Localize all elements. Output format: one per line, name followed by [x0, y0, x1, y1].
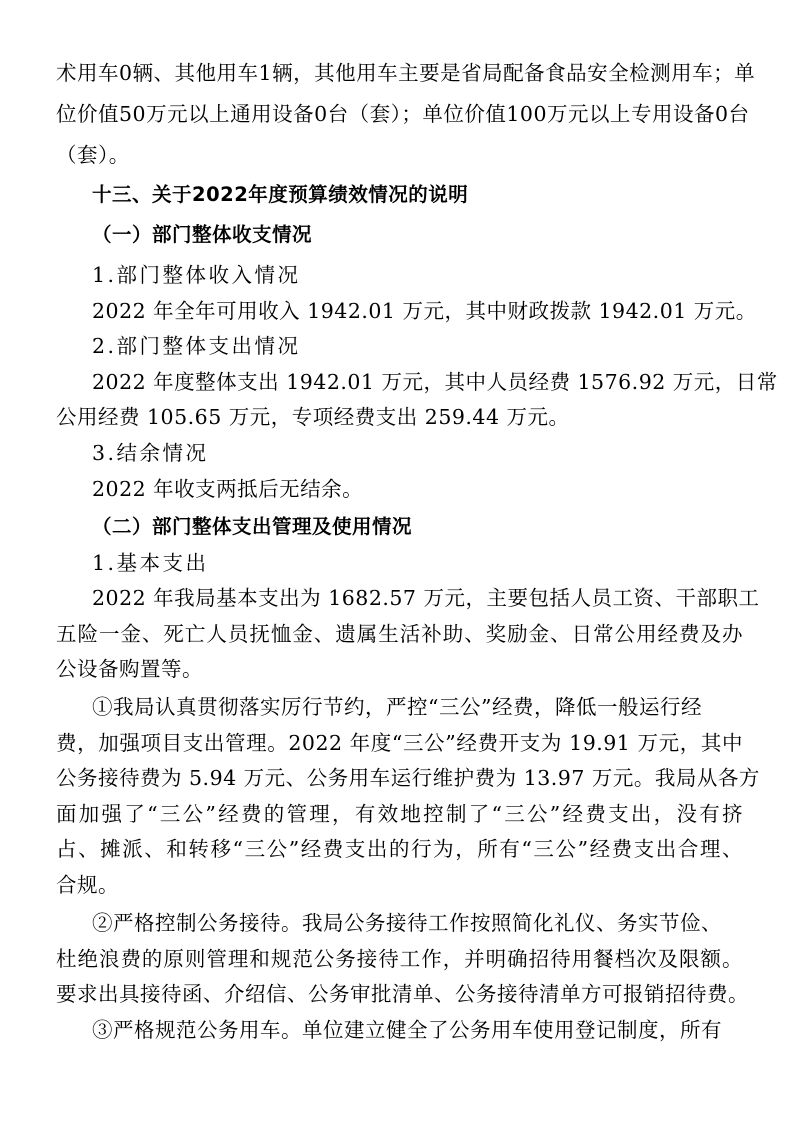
- body-text-line: 2022 年度整体支出 1942.01 万元，其中人员经费 1576.92 万元，日常: [92, 370, 778, 394]
- subsection-heading: （二）部门整体支出管理及使用情况: [92, 515, 413, 538]
- body-text-line: 2022 年我局基本支出为 1682.57 万元，主要包括人员工资、干部职工: [92, 586, 760, 610]
- body-text-line: 公务接待费为 5.94 万元、公务用车运行维护费为 13.97 万元。我局从各方: [56, 766, 760, 790]
- body-text-line: 2022 年全年可用收入 1942.01 万元，其中财政拨款 1942.01 万元。: [92, 299, 757, 323]
- body-text-line: 要求出具接待函、介绍信、公务审批清单、公务接待清单方可报销招待费。: [56, 982, 749, 1006]
- section-heading: 十三、关于2022年度预算绩效情况的说明: [92, 183, 469, 206]
- item-heading: 1.基本支出: [92, 551, 209, 575]
- body-text-line: 公设备购置等。: [56, 657, 203, 681]
- body-text-line: 合规。: [56, 873, 119, 897]
- subsection-heading: （一）部门整体收支情况: [92, 223, 313, 246]
- body-text-line: 公用经费 105.65 万元，专项经费支出 259.44 万元。: [56, 405, 570, 429]
- item-heading: 1.部门整体收入情况: [92, 263, 301, 287]
- body-text-line: ②严格控制公务接待。我局公务接待工作按照简化礼仪、务实节俭、: [92, 911, 722, 935]
- item-heading: 2.部门整体支出情况: [92, 334, 301, 358]
- body-text-line: 费，加强项目支出管理。2022 年度“三公”经费开支为 19.91 万元，其中: [56, 731, 743, 755]
- body-text-line: 面加强了“三公”经费的管理，有效地控制了“三公”经费支出，没有挤: [56, 802, 743, 826]
- body-text-line: ①我局认真贯彻落实厉行节约，严控“三公”经费，降低一般运行经: [92, 695, 702, 719]
- body-text-line: 位价值50万元以上通用设备0台（套）；单位价值100万元以上专用设备0台: [56, 102, 750, 126]
- body-text-line: 2022 年收支两抵后无结余。: [92, 477, 364, 501]
- body-text-line: 五险一金、死亡人员抚恤金、遗属生活补助、奖励金、日常公用经费及办: [56, 622, 743, 646]
- body-text-line: 术用车0辆、其他用车1辆，其他用车主要是省局配备食品安全检测用车；单: [56, 61, 756, 85]
- body-text-line: 占、摊派、和转移“三公”经费支出的行为，所有“三公”经费支出合理、: [56, 837, 743, 861]
- body-text-line: （套）。: [56, 143, 130, 167]
- item-heading: 3.结余情况: [92, 441, 209, 465]
- body-text-line: ③严格规范公务用车。单位建立健全了公务用车使用登记制度，所有: [92, 1018, 722, 1042]
- body-text-line: 杜绝浪费的原则管理和规范公务接待工作，并明确招待用餐档次及限额。: [56, 947, 743, 971]
